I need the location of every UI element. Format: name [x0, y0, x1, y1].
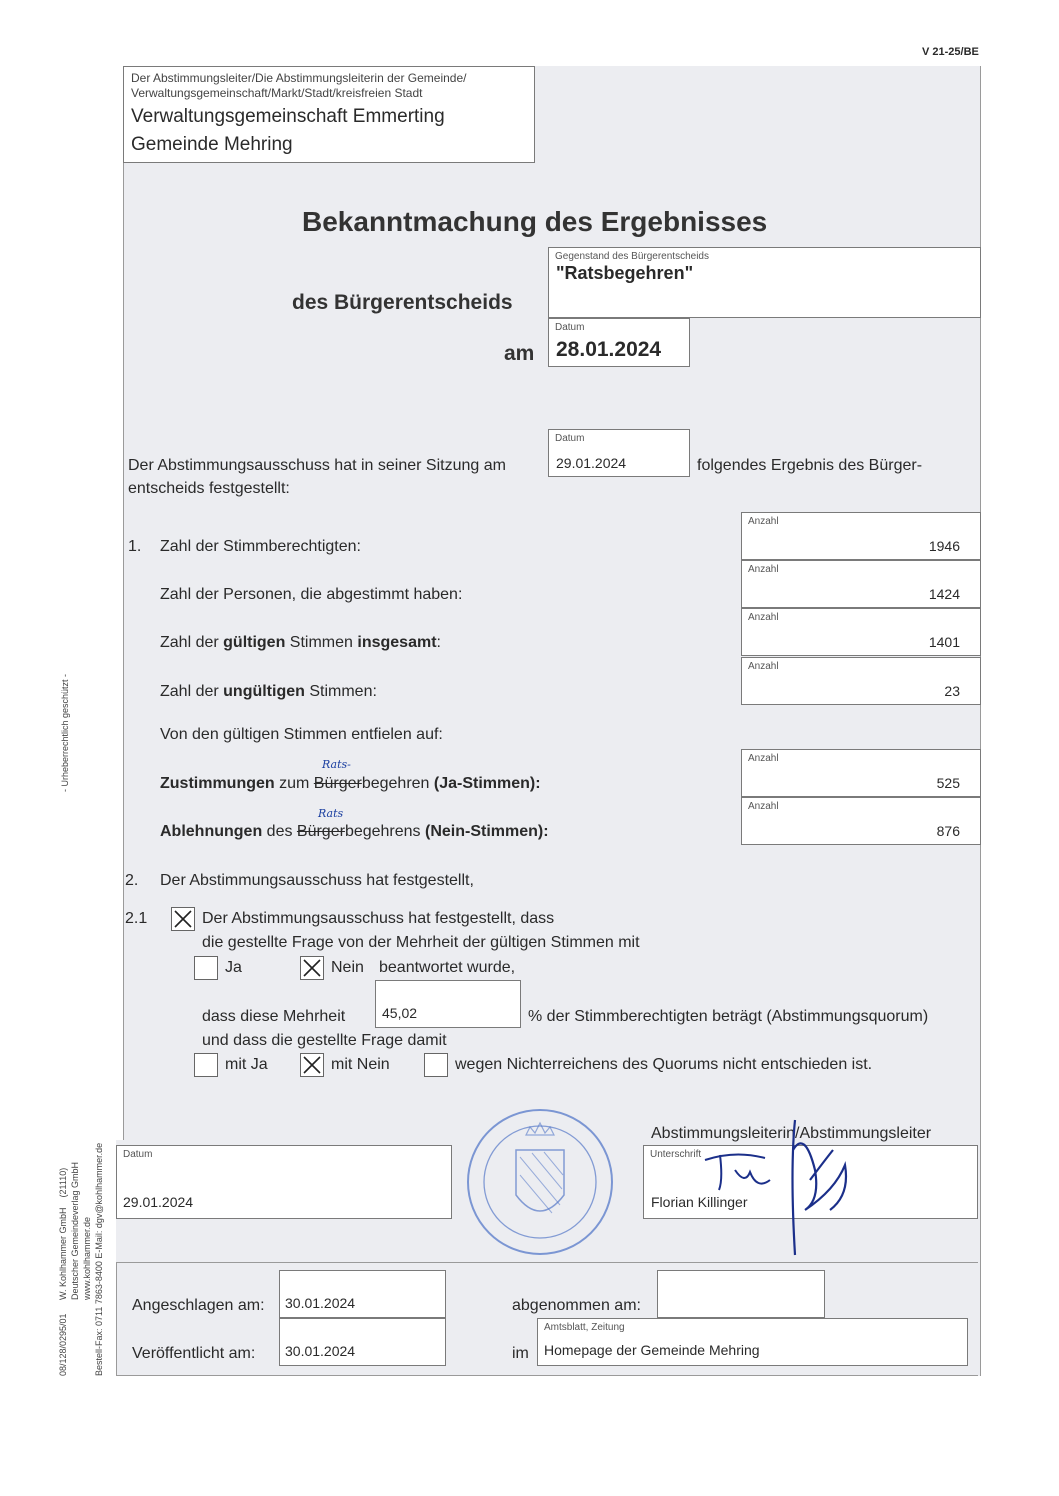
eligible-box [741, 512, 981, 560]
invalid-value: 23 [944, 683, 960, 699]
yes-label-zum: zum [274, 775, 314, 792]
no-label [160, 823, 549, 841]
check-x-icon [301, 1054, 323, 1076]
signature-name: Florian Killinger [651, 1194, 748, 1210]
yes-value: 525 [936, 775, 960, 791]
signature-date-label: Datum [123, 1149, 153, 1160]
signature-date-value: 29.01.2024 [123, 1194, 194, 1210]
signature-role: Abstimmungsleiterin/Abstimmungsleiter [651, 1125, 932, 1142]
invalid-box [741, 657, 981, 705]
check-x-icon [172, 908, 194, 930]
signature-label: Unterschrift [650, 1149, 702, 1160]
checkbox-quorum[interactable] [424, 1053, 448, 1077]
authority-caption-2: Verwaltungsgemeinschaft/Markt/Stadt/kreisfreien Stadt [131, 86, 423, 100]
authority-caption-1: Der Abstimmungsleiter/Die Abstimmungsleiterin der Gemeinde/ [131, 71, 467, 85]
authority-name-2: Gemeinde Mehring [131, 134, 293, 155]
check-x-icon [301, 957, 323, 979]
invalid-label-bold: ungültigen [223, 683, 305, 700]
posted-box [279, 1270, 446, 1318]
order-code: 08/128/0295/01 [58, 1313, 68, 1376]
publisher-line1 [58, 1168, 69, 1300]
voted-value: 1424 [928, 586, 960, 602]
valid-value: 1401 [928, 634, 960, 650]
yes-label [160, 775, 541, 793]
option-ja-label: Ja [225, 959, 242, 976]
option-mit-nein-label: mit Nein [331, 1056, 390, 1073]
signature-date-box [116, 1145, 452, 1219]
determination-line1: Der Abstimmungsausschuss hat festgestellt, dass [202, 910, 555, 927]
page-subtitle: des Bürgerentscheids [292, 291, 513, 314]
removed-label: abgenommen am: [512, 1297, 641, 1314]
no-label-struck: Bürger [296, 823, 345, 840]
posted-value: 30.01.2024 [285, 1295, 356, 1311]
no-box [741, 797, 981, 845]
option-nein-label: Nein [331, 959, 364, 976]
yes-count-label: Anzahl [748, 753, 779, 764]
subject-label: Gegenstand des Bürgerentscheids [555, 251, 709, 262]
checkbox-nein[interactable] [300, 956, 324, 980]
authority-name-1: Verwaltungsgemeinschaft Emmerting [131, 106, 445, 127]
yes-handwritten-correction: Rats- [322, 758, 351, 771]
no-handwritten-correction: Rats [318, 807, 344, 820]
eligible-label: Zahl der Stimmberechtigten: [160, 538, 361, 555]
authority-box [123, 66, 535, 163]
session-text-line2: entscheids festgestellt: [128, 480, 290, 497]
damit-text: und dass die gestellte Frage damit [202, 1032, 447, 1049]
invalid-label-pre: Zahl der [160, 683, 224, 700]
voted-count-label: Anzahl [748, 564, 779, 575]
copyright-note: - Urheberrechtlich geschützt - [60, 673, 70, 792]
election-date-label: Datum [555, 322, 585, 333]
majority-box [375, 980, 521, 1028]
yes-label-bold: Zustimmungen [160, 775, 275, 792]
checkbox-determination[interactable] [171, 907, 195, 931]
medium-box [537, 1318, 968, 1366]
eligible-count-label: Anzahl [748, 516, 779, 527]
section-2-heading: Der Abstimmungsausschuss hat festgestellt, [160, 872, 474, 889]
subject-value: "Ratsbegehren" [556, 263, 694, 283]
valid-box [741, 608, 981, 656]
valid-label-mid: Stimmen [285, 634, 358, 651]
official-seal-icon [460, 1105, 620, 1260]
session-date-value: 29.01.2024 [556, 455, 627, 471]
yes-label-rest: begehren [361, 775, 434, 792]
majority-value: 45,02 [382, 1005, 418, 1021]
section-2-1-number: 2.1 [125, 910, 148, 927]
page-title: Bekanntmachung des Ergebnisses [302, 206, 768, 237]
option-mit-ja-label: mit Ja [225, 1056, 268, 1073]
session-date-label: Datum [555, 433, 585, 444]
form-code: V 21-25/BE [922, 46, 979, 58]
no-label-bold: Ablehnungen [160, 823, 263, 840]
medium-label: Amtsblatt, Zeitung [544, 1322, 625, 1333]
valid-label-post: : [436, 634, 441, 651]
no-count-label: Anzahl [748, 801, 779, 812]
invalid-label-post: Stimmen: [304, 683, 377, 700]
section-1-number: 1. [128, 538, 142, 555]
no-label-rest: begehrens [344, 823, 425, 840]
invalid-count-label: Anzahl [748, 661, 779, 672]
medium-value: Homepage der Gemeinde Mehring [544, 1342, 760, 1358]
posted-label: Angeschlagen am: [132, 1297, 265, 1314]
publisher-name: W. Kohlhammer GmbH [58, 1207, 68, 1300]
no-value: 876 [936, 823, 960, 839]
yes-label-struck: Bürger [313, 775, 362, 792]
election-date-box [548, 318, 690, 367]
session-text: Der Abstimmungsausschuss hat in seiner Sitzung am [128, 457, 506, 474]
invalid-label [160, 683, 377, 701]
valid-label [160, 634, 441, 652]
valid-count-label: Anzahl [748, 612, 779, 623]
yes-box [741, 749, 981, 797]
am-label: am [504, 342, 535, 365]
checkbox-mit-ja[interactable] [194, 1053, 218, 1077]
checkbox-mit-nein[interactable] [300, 1053, 324, 1077]
checkbox-ja[interactable] [194, 956, 218, 980]
eligible-value: 1946 [928, 538, 960, 554]
order-fax: Bestell-Fax: 0711 7863-8400 E-Mail: dgv@kohlhammer.de [94, 1142, 104, 1376]
determination-line2: die gestellte Frage von der Mehrheit der gültigen Stimmen mit [202, 934, 640, 951]
option-quorum-label: wegen Nichterreichens des Quorums nicht entschieden ist. [455, 1056, 873, 1073]
im-label: im [512, 1345, 529, 1362]
published-label: Veröffentlicht am: [132, 1345, 256, 1362]
publisher-web: www.kohlhammer.de [82, 1216, 92, 1300]
majority-text-post: % der Stimmberechtigten beträgt (Abstimmungsquorum) [528, 1008, 929, 1025]
subject-box [548, 247, 981, 318]
session-date-box [548, 429, 690, 477]
valid-label-pre: Zahl der [160, 634, 224, 651]
voted-box [741, 560, 981, 608]
published-box [279, 1318, 446, 1366]
section-2-number: 2. [125, 872, 139, 889]
election-date-value: 28.01.2024 [556, 338, 662, 361]
yes-label-paren: (Ja-Stimmen): [433, 775, 541, 792]
removed-box[interactable] [657, 1270, 825, 1318]
no-label-des: des [262, 823, 297, 840]
publisher-code: (21110) [58, 1167, 68, 1198]
publisher-line2: Deutscher Gemeindeverlag GmbH [70, 1161, 80, 1300]
published-value: 30.01.2024 [285, 1343, 356, 1359]
handwritten-signature-icon [695, 1110, 865, 1260]
majority-text-pre: dass diese Mehrheit [202, 1008, 346, 1025]
answered-text: beantwortet wurde, [379, 959, 516, 976]
voted-label: Zahl der Personen, die abgestimmt haben: [160, 586, 463, 603]
valid-label-bold2: insgesamt [357, 634, 437, 651]
distribution-label: Von den gültigen Stimmen entfielen auf: [160, 726, 443, 743]
session-text-after: folgendes Ergebnis des Bürger- [697, 457, 923, 474]
valid-label-bold1: gültigen [223, 634, 286, 651]
no-label-paren: (Nein-Stimmen): [425, 823, 549, 840]
